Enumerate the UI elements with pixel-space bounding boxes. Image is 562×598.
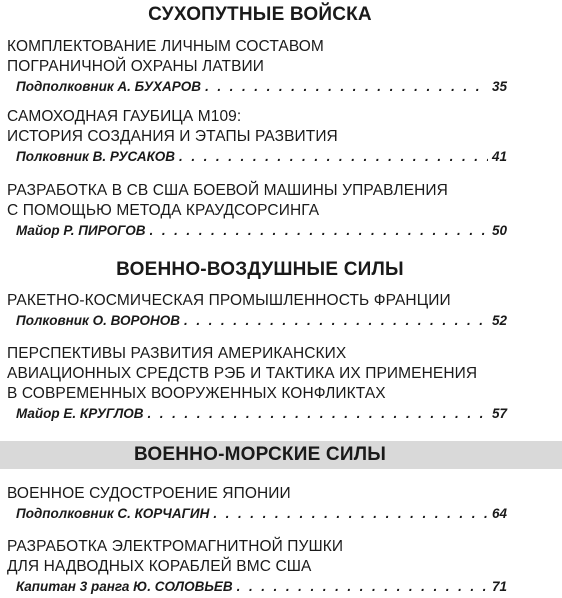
author: Полковник В. РУСАКОВ — [16, 149, 176, 164]
toc-entry[interactable] — [7, 181, 507, 238]
article-title — [7, 291, 507, 311]
article-title-line: РАЗРАБОТКА В СВ США БОЕВОЙ МАШИНЫ УПРАВЛЕНИЯ — [7, 182, 448, 199]
article-title — [7, 181, 507, 221]
toc-entry[interactable] — [7, 107, 507, 164]
byline — [7, 579, 507, 594]
author: Капитан 3 ранга Ю. СОЛОВЬЕВ — [16, 579, 233, 594]
article-title — [7, 37, 507, 77]
page-number: 57 — [491, 406, 507, 421]
article-title-line: ПОГРАНИЧНОЙ ОХРАНЫ ЛАТВИИ — [7, 58, 265, 75]
page-number: 50 — [491, 223, 507, 238]
dot-leader — [184, 313, 488, 328]
article-title-line: ДЛЯ НАДВОДНЫХ КОРАБЛЕЙ ВМС США — [7, 558, 312, 575]
toc-entry[interactable] — [7, 291, 507, 328]
byline — [7, 149, 507, 164]
section-title-air-force: ВОЕННО-ВОЗДУШНЫЕ СИЛЫ — [116, 259, 404, 280]
dot-leader — [205, 79, 488, 94]
article-title-line: ВОЕННОЕ СУДОСТРОЕНИЕ ЯПОНИИ — [7, 485, 291, 502]
page-number: 35 — [491, 79, 507, 94]
article-title-line: АВИАЦИОННЫХ СРЕДСТВ РЭБ И ТАКТИКА ИХ ПРИМЕНЕНИЯ — [7, 365, 478, 382]
toc-entry[interactable] — [7, 484, 507, 521]
article-title-line: С ПОМОЩЬЮ МЕТОДА КРАУДСОРСИНГА — [7, 202, 320, 219]
dot-leader — [147, 406, 487, 421]
byline — [7, 223, 507, 238]
article-title-line: РАКЕТНО-КОСМИЧЕСКАЯ ПРОМЫШЛЕННОСТЬ ФРАНЦИИ — [7, 292, 451, 309]
page-number: 71 — [491, 579, 507, 594]
byline — [7, 313, 507, 328]
dot-leader — [179, 149, 488, 164]
article-title-line: РАЗРАБОТКА ЭЛЕКТРОМАГНИТНОЙ ПУШКИ — [7, 538, 344, 555]
toc-entry[interactable] — [7, 37, 507, 94]
author: Майор Р. ПИРОГОВ — [16, 223, 146, 238]
section-title-navy: ВОЕННО-МОРСКИЕ СИЛЫ — [133, 444, 387, 465]
page-number: 41 — [491, 149, 507, 164]
article-title — [7, 344, 507, 404]
article-title — [7, 537, 507, 577]
article-title — [7, 484, 507, 504]
article-title-line: САМОХОДНАЯ ГАУБИЦА М109: — [7, 108, 242, 125]
byline — [7, 79, 507, 94]
article-title-line: КОМПЛЕКТОВАНИЕ ЛИЧНЫМ СОСТАВОМ — [7, 38, 324, 55]
toc-entry[interactable] — [7, 537, 507, 594]
byline — [7, 406, 507, 421]
dot-leader — [237, 579, 488, 594]
page-number: 64 — [491, 506, 507, 521]
byline — [7, 506, 507, 521]
author: Подполковник С. КОРЧАГИН — [16, 506, 210, 521]
author: Подполковник А. БУХАРОВ — [16, 79, 202, 94]
article-title-line: ПЕРСПЕКТИВЫ РАЗВИТИЯ АМЕРИКАНСКИХ — [7, 345, 347, 362]
author: Майор Е. КРУГЛОВ — [16, 406, 144, 421]
dot-leader — [150, 223, 488, 238]
article-title-line: ИСТОРИЯ СОЗДАНИЯ И ЭТАПЫ РАЗВИТИЯ — [7, 128, 338, 145]
section-title-ground-forces: СУХОПУТНЫЕ ВОЙСКА — [148, 4, 372, 25]
toc-entry[interactable] — [7, 344, 507, 421]
dot-leader — [213, 506, 488, 521]
page-number: 52 — [491, 313, 507, 328]
author: Полковник О. ВОРОНОВ — [16, 313, 181, 328]
article-title — [7, 107, 507, 147]
article-title-line: В СОВРЕМЕННЫХ ВООРУЖЕННЫХ КОНФЛИКТАХ — [7, 385, 386, 402]
